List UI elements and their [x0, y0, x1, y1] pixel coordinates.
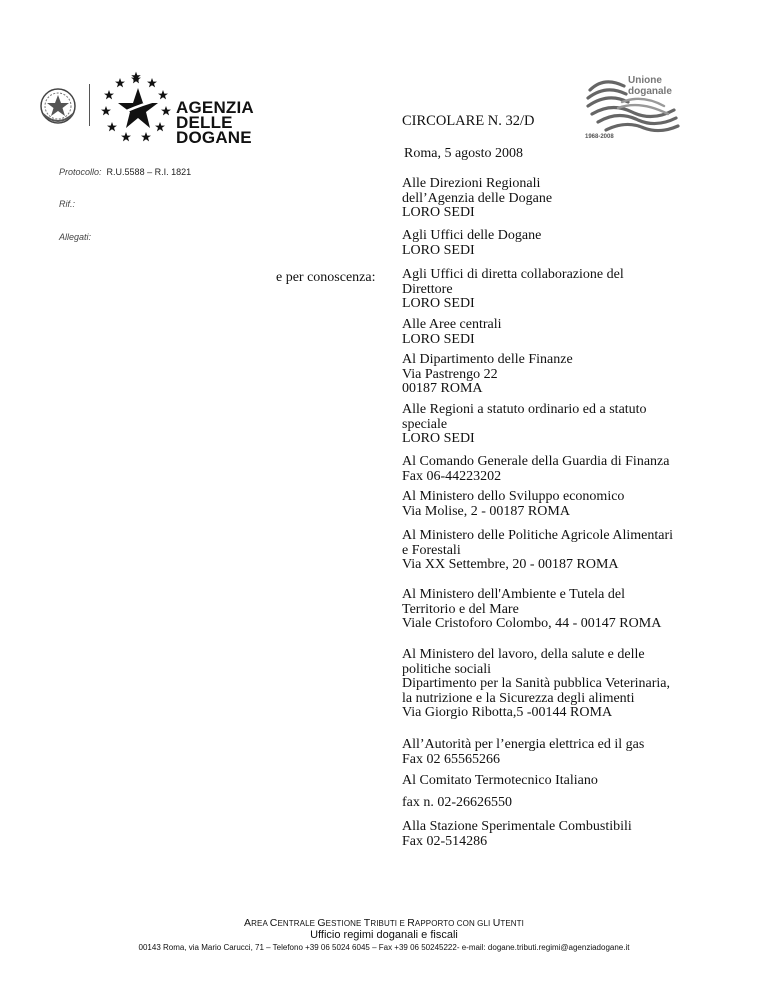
footer-area-part: C	[269, 917, 278, 929]
recipient	[402, 229, 541, 258]
recipient	[402, 648, 670, 721]
agency-name-line: DOGANE	[176, 128, 252, 147]
recipient-line: Via Giorgio Ribotta,5 -00144 ROMA	[402, 705, 613, 720]
agency-stars-logo-icon	[98, 70, 174, 146]
recipient-line: Agli Uffici delle Dogane	[402, 228, 542, 243]
recipient-line: Viale Cristoforo Colombo, 44 - 00147 ROMA	[402, 616, 662, 631]
recipient	[402, 318, 502, 347]
rif-field	[59, 199, 75, 209]
recipient	[402, 796, 512, 811]
allegati-field	[59, 232, 91, 242]
recipient-line: Agli Uffici di diretta collaborazione del	[402, 267, 624, 282]
recipient-line: Via XX Settembre, 20 - 00187 ROMA	[402, 557, 619, 572]
per-conoscenza-label: e per conoscenza:	[276, 270, 376, 285]
unione-years: 1968-2008	[585, 134, 614, 140]
logo-divider	[89, 84, 90, 126]
recipient-line: politiche sociali	[402, 661, 492, 677]
recipient-line: Al Ministero delle Politiche Agricole Alimentari	[402, 528, 674, 543]
recipient-line: Via Pastrengo 22	[402, 366, 498, 382]
recipient	[402, 177, 552, 221]
recipient-line: la nutrizione e la Sicurezza degli alimenti	[402, 690, 635, 706]
recipient-line: Alle Aree centrali	[402, 317, 502, 332]
recipient-line: Al Comando Generale della Guardia di Finanza	[402, 454, 670, 469]
recipient-line: LORO SEDI	[402, 242, 475, 258]
page-footer	[0, 917, 768, 952]
recipient-line: Fax 06-44223202	[402, 468, 502, 484]
recipient-line: LORO SEDI	[402, 331, 475, 347]
recipient-line: Direttore	[402, 281, 453, 297]
recipient-line: Fax 02 65565266	[402, 751, 500, 767]
document-date: Roma, 5 agosto 2008	[404, 146, 523, 161]
recipient	[402, 403, 647, 447]
recipient-line: Fax 02-514286	[402, 833, 488, 849]
recipient	[402, 455, 669, 484]
protocollo-label: Protocollo:	[59, 167, 102, 177]
recipient-line: speciale	[402, 416, 448, 432]
recipient	[402, 774, 598, 789]
allegati-label: Allegati:	[59, 232, 92, 242]
footer-area-part: A	[244, 917, 252, 929]
protocollo-value: R.U.5588 – R.I. 1821	[106, 167, 192, 177]
recipient-line: Al Comitato Termotecnico Italiano	[402, 773, 598, 788]
footer-area-part: ESTIONE	[325, 919, 364, 928]
recipient	[402, 588, 661, 632]
recipient-line: Via Molise, 2 - 00187 ROMA	[402, 503, 570, 519]
recipient-line: fax n. 02-26626550	[402, 795, 513, 810]
footer-area	[0, 917, 768, 929]
recipient-line: Alle Direzioni Regionali	[402, 176, 541, 191]
circular-number: CIRCOLARE N. 32/D	[402, 113, 535, 129]
footer-area-part: G	[317, 917, 326, 929]
recipient-line: Al Ministero dello Sviluppo economico	[402, 489, 625, 504]
recipient-line: Dipartimento per la Sanità pubblica Veterinaria,	[402, 676, 670, 691]
italian-republic-emblem-icon	[38, 84, 78, 128]
unione-wordmark-line: Unione	[628, 75, 662, 86]
recipient-line: Al Ministero dell'Ambiente e Tutela del	[402, 587, 625, 602]
recipient	[402, 820, 632, 849]
footer-area-part: ENTRALE	[277, 919, 318, 928]
agency-name-line: AGENZIA	[176, 98, 254, 117]
footer-area-part: R	[407, 917, 415, 929]
footer-area-part: T	[363, 917, 371, 929]
rif-label: Rif.:	[59, 199, 76, 209]
agency-name	[176, 100, 254, 145]
footer-area-part: TENTI	[500, 919, 524, 928]
footer-area-part: U	[492, 917, 501, 929]
recipient	[402, 353, 573, 397]
recipient	[402, 268, 624, 312]
recipient-line: Al Ministero del lavoro, della salute e delle	[402, 647, 645, 662]
recipient	[402, 490, 624, 519]
recipient	[402, 529, 673, 573]
recipient-line: 00187 ROMA	[402, 381, 483, 396]
recipient-line: dell’Agenzia delle Dogane	[402, 190, 553, 206]
recipient-line: LORO SEDI	[402, 205, 475, 220]
recipient-line: All’Autorità per l’energia elettrica ed il gas	[402, 737, 645, 752]
footer-area-part: RIBUTI E	[370, 919, 408, 928]
footer-area-part: APPORTO CON GLI	[414, 919, 493, 928]
recipient	[402, 738, 644, 767]
recipient-line: Al Dipartimento delle Finanze	[402, 352, 573, 367]
unione-doganale-wordmark	[628, 75, 672, 97]
recipient-line: Alle Regioni a statuto ordinario ed a statuto	[402, 402, 647, 417]
recipient-line: Alla Stazione Sperimentale Combustibili	[402, 819, 632, 834]
footer-office: Ufficio regimi doganali e fiscali	[310, 929, 458, 941]
protocollo-field	[59, 167, 191, 177]
recipient-line: Territorio e del Mare	[402, 601, 519, 617]
recipient-line: e Forestali	[402, 542, 461, 558]
footer-area-part: REA	[251, 919, 270, 928]
footer-address: 00143 Roma, via Mario Carucci, 71 – Telefono +39 06 5024 6045 – Fax +39 06 50245222- e-mail: dogane.tributi.regimi@agenziadogane.it	[138, 943, 630, 952]
agency-name-line: DELLE	[176, 113, 233, 132]
unione-wordmark-line: doganale	[628, 86, 672, 97]
recipient-line: LORO SEDI	[402, 431, 475, 446]
recipient-line: LORO SEDI	[402, 296, 475, 311]
